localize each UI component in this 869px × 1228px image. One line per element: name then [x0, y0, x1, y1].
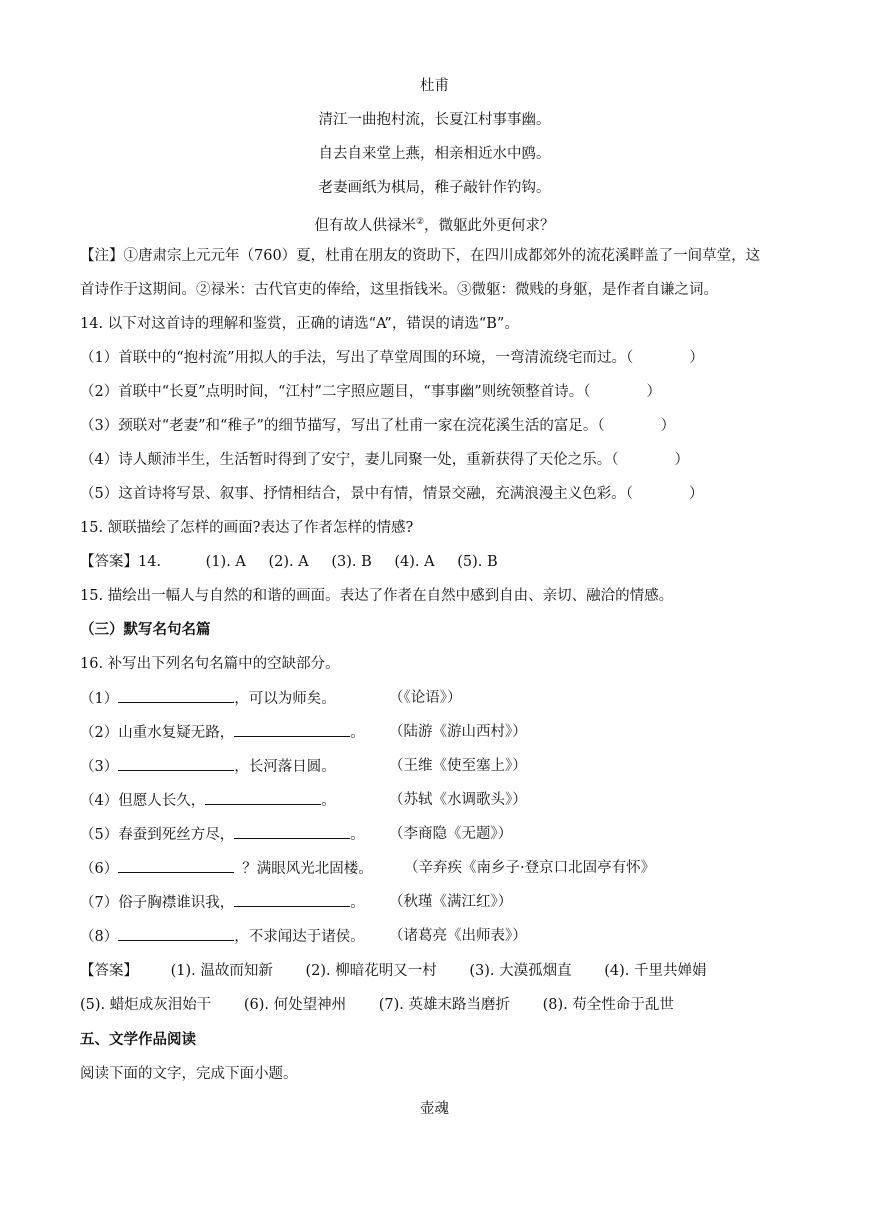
item-text: 。: [350, 827, 365, 843]
answer-16-6: (6). 何处望神州: [243, 997, 347, 1013]
question-16-item-1: [80, 688, 336, 709]
item-number: （8）: [80, 929, 119, 945]
question-14-item-4-text: （4）诗人颠沛半生，生活暂时得到了安宁，妻儿同聚一处，重新获得了天伦之乐。（: [80, 452, 619, 468]
question-14-item-1-text: （1）首联中的“抱村流”用拟人的手法，写出了草堂周围的环境，一弯清流绕宅而过。（: [80, 350, 634, 366]
fill-blank[interactable]: [205, 790, 321, 805]
question-14-stem: 14. 以下对这首诗的理解和鉴赏，正确的请选“A”，错误的请选“B”。: [80, 316, 519, 332]
item-text: ，长河落日圆。: [234, 759, 336, 775]
answer-paren-close: ）: [674, 452, 689, 468]
item-text: ？满眼风光北固楼。: [242, 861, 373, 877]
question-16-source-6: （辛弃疾《南乡子·登京口北固亭有怀》: [404, 860, 656, 876]
question-14-item-5: [80, 484, 703, 504]
item-number: （7）: [80, 895, 119, 911]
item-number: （1）: [80, 691, 119, 707]
section-3-title: （三）默写名句名篇: [80, 622, 211, 638]
answer-16-row-1: [80, 961, 707, 981]
item-number: （6）: [80, 861, 119, 877]
answer-paren-close: ）: [688, 486, 704, 502]
item-text: ，可以为师矣。: [234, 691, 336, 707]
reading-instruction: 阅读下面的文字，完成下面小题。: [80, 1066, 298, 1082]
question-14-item-2-text: （2）首联中“长夏”点明时间，“江村”二字照应题目，“事事幽”则统领整首诗。（: [80, 384, 591, 400]
answer-14: [80, 552, 498, 572]
question-14-item-1: [80, 348, 704, 368]
question-16-item-8: [80, 926, 365, 947]
answer-16-4: (4). 千里共婵娟: [604, 963, 707, 979]
poem-line-4: [0, 212, 869, 236]
question-14-item-3: [80, 416, 675, 436]
answer-14-4: (4). A: [394, 554, 435, 570]
item-number: （4）: [80, 793, 119, 809]
answer-paren-close: ）: [660, 418, 676, 434]
poem-line-2: 自去自来堂上燕，相亲相近水中鸥。: [318, 146, 551, 162]
question-16-item-4: [80, 790, 336, 811]
question-16-item-3: [80, 756, 336, 777]
item-number: （5）: [80, 827, 119, 843]
answer-16-5: (5). 蜡炬成灰泪始干: [80, 997, 212, 1013]
answer-16-7: (7). 英雄末路当磨折: [378, 997, 511, 1013]
question-16-source-4: （苏轼《水调歌头》）: [389, 792, 527, 808]
item-text: 俗子胸襟谁识我，: [118, 895, 235, 911]
footnote-marker: ②: [415, 217, 425, 227]
question-16-item-5: [80, 824, 365, 845]
item-number: （2）: [80, 725, 119, 741]
item-number: （3）: [80, 759, 119, 775]
answer-16-2: (2). 柳暗花明又一村: [305, 963, 437, 979]
question-16-stem: 16. 补写出下列名句名篇中的空缺部分。: [80, 656, 340, 672]
question-16-item-6: [80, 858, 373, 879]
question-14-item-5-text: （5）这首诗将写景、叙事、抒情相结合，景中有情，情景交融，充满浪漫主义色彩。（: [80, 486, 633, 502]
question-15-stem: 15. 颔联描绘了怎样的画面?表达了作者怎样的情感?: [80, 520, 414, 536]
poem-line-3: 老妻画纸为棋局，稚子敲针作钓钩。: [318, 180, 551, 196]
article-title: 壶魂: [420, 1101, 449, 1117]
note-line-2: 首诗作于这期间。②禄米：古代官吏的俸给，这里指钱米。③微躯：微贱的身躯，是作者自谦之词。: [80, 282, 718, 298]
fill-blank[interactable]: [118, 926, 234, 941]
item-text: 山重水复疑无路，: [118, 725, 235, 741]
question-16-source-8: （诸葛亮《出师表》）: [389, 928, 527, 944]
answer-16-row-2: [80, 995, 674, 1015]
poem-line-4-a: 但有故人供禄米: [314, 217, 416, 234]
item-text: 但愿人长久，: [118, 793, 206, 809]
answer-14-1: (1). A: [205, 554, 246, 570]
answer-label: 【答案】: [80, 963, 138, 979]
fill-blank[interactable]: [234, 722, 350, 737]
answer-16-3: (3). 大漠孤烟直: [469, 963, 572, 979]
fill-blank[interactable]: [234, 892, 350, 907]
question-14-item-4: [80, 450, 689, 470]
question-16-source-7: （秋瑾《满江红》）: [389, 894, 513, 910]
question-16-item-7: [80, 892, 365, 913]
poem-line-1: 清江一曲抱村流，长夏江村事事幽。: [318, 112, 551, 128]
question-16-source-2: （陆游《游山西村》）: [389, 724, 527, 740]
item-text: 。: [321, 793, 336, 809]
fill-blank[interactable]: [234, 824, 350, 839]
answer-paren-close: ）: [689, 350, 704, 366]
note-line-1: 【注】①唐肃宗上元元年（760）夏，杜甫在朋友的资助下，在四川成都郊外的流花溪畔盖了一间草堂，这: [80, 248, 761, 264]
answer-16-1: (1). 温故而知新: [170, 963, 273, 979]
item-text: 春蚕到死丝方尽，: [118, 827, 235, 843]
section-5-title: 五、文学作品阅读: [80, 1032, 196, 1048]
fill-blank[interactable]: [118, 858, 234, 873]
item-text: 。: [350, 725, 365, 741]
answer-14-2: (2). A: [268, 554, 309, 570]
answer-label: 【答案】14.: [80, 554, 162, 570]
fill-blank[interactable]: [118, 756, 234, 771]
item-text: ，不求闻达于诸侯。: [234, 929, 365, 945]
question-16-item-2: [80, 722, 365, 743]
fill-blank[interactable]: [118, 688, 234, 703]
poem-author: 杜甫: [420, 78, 449, 94]
answer-15: 15. 描绘出一幅人与自然的和谐的画面。表达了作者在自然中感到自由、亲切、融洽的情感。: [80, 588, 674, 604]
answer-14-3: (3). B: [331, 554, 372, 570]
poem-line-4-b: ，微躯此外更何求？: [424, 217, 555, 234]
answer-14-5: (5). B: [457, 554, 498, 570]
question-16-source-1: （《论语》）: [389, 690, 462, 706]
answer-paren-close: ）: [646, 384, 661, 400]
answer-16-8: (8). 苟全性命于乱世: [542, 997, 674, 1013]
question-14-item-2: [80, 382, 661, 402]
question-14-item-3-text: （3）颈联对“老妻”和“稚子”的细节描写，写出了杜甫一家在浣花溪生活的富足。（: [80, 418, 605, 434]
question-16-source-3: （王维《使至塞上》）: [389, 758, 527, 774]
question-16-source-5: （李商隐《无题》）: [389, 826, 513, 842]
item-text: 。: [350, 895, 365, 911]
